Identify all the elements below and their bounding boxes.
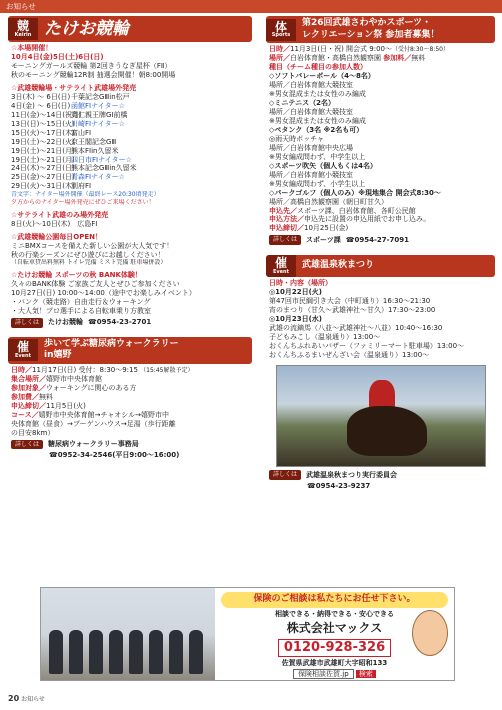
keirin-note-1: 青文字：ナイター場外開催（最終レース20:30頃発走） xyxy=(11,191,160,199)
keirin-bank-heading: ☆たけお競輪 スポーツの秋 BANK体験！ xyxy=(11,271,142,280)
sports-tag-char: 体 xyxy=(274,19,287,34)
sports-date-label: 日時／ xyxy=(269,45,290,54)
onsen-line: 宵のまつり（甘久〜武雄神社〜甘久）17:30〜23:00 xyxy=(269,305,436,314)
keirin-bmx-line-2: 秋の行楽シーズンにぜひ遊びにお越しください！ xyxy=(11,250,165,259)
sports-events-label: 種目（チーム種目の参加人数） xyxy=(269,63,367,72)
staff-figure xyxy=(69,630,83,674)
schedule-venue: 寬仁親王牌GⅠ前橋 xyxy=(71,110,128,119)
keirin-main-line-1: モーニングガールズ競輪 第2回きうなぎ屋杯（FⅡ） xyxy=(11,62,172,70)
sports-event-line: ◇パークゴルフ（個人のみ）※現地集合 開会式8:30〜 xyxy=(269,188,441,197)
sports-deadline-value: 10月25日(金) xyxy=(304,224,349,233)
keirin-details-label: 詳しくは xyxy=(11,318,43,328)
sports-apply-method-label: 申込方法／ xyxy=(269,215,304,224)
onsen-tag xyxy=(266,255,296,277)
ad-web-label[interactable]: 保険相談佐賀.jp xyxy=(293,669,354,679)
staff-figure xyxy=(109,630,123,674)
page-footer xyxy=(8,694,45,704)
onsen-line: 子どもみこし（温泉通り）13:00〜 xyxy=(269,332,381,341)
keirin-tag-en: Keirin xyxy=(14,31,32,38)
schedule-date: 29日(火)〜31日(木) xyxy=(11,182,75,191)
ad-search-button[interactable]: 検索 xyxy=(356,670,376,678)
walk-target-value: ウォーキングに関心のある方 xyxy=(46,383,137,392)
sports-date-value: 11月3日(日・祝) 開会式 9:00〜 xyxy=(290,45,392,54)
sports-fee-value: 無料 xyxy=(411,54,426,63)
onsen-contact xyxy=(269,470,492,480)
keirin-main-dates: 10月4日(金)5日(土)6日(日) xyxy=(11,53,104,62)
schedule-venue: 熊本記念GⅢin久留米 xyxy=(71,164,137,173)
schedule-date: 3日(木) 〜 6日(日) xyxy=(11,92,71,101)
sports-title-line-1: 第26回武雄さわやかスポーツ・ xyxy=(302,18,432,28)
right-column xyxy=(266,16,495,493)
onsen-details-label: 詳しくは xyxy=(269,470,301,480)
keirin-contact xyxy=(11,318,249,328)
keirin-outside-heading: ☆武雄競輪場・サテライト武雄場外発売 xyxy=(11,83,137,92)
keirin-schedule xyxy=(11,93,249,191)
mascot-icon xyxy=(412,610,448,656)
yabusame-photo xyxy=(276,365,486,467)
sports-apply-method xyxy=(269,215,492,224)
walk-course-line-2: 央体育館（昼食）→ブーゲンハウス→足湯（歩行距離 xyxy=(11,419,176,428)
walk-tag xyxy=(8,339,38,361)
staff-figure xyxy=(49,630,63,674)
onsen-line: ◎10月23日(水) xyxy=(269,314,322,323)
sports-event-line: 場所／白岩体育館中央広場 xyxy=(269,143,353,152)
schedule-venue: 熊本FⅠin久留米 xyxy=(71,146,119,155)
walk-meeting-value: 嬉野市中央体育館 xyxy=(46,374,102,383)
section-header-label: お知らせ xyxy=(6,2,36,11)
walk-meeting-place xyxy=(11,375,249,384)
walk-date-note: （15:45解散予定） xyxy=(140,366,194,374)
sports-events-list xyxy=(269,72,492,206)
schedule-date: 19日(土)〜21日(月) xyxy=(11,155,75,164)
sports-date-note: （受付8:30〜8:50） xyxy=(392,46,449,54)
schedule-venue: 四日市FⅠナイター☆ xyxy=(71,155,132,164)
sports-contact xyxy=(269,235,492,245)
schedule-venue: 川崎FⅠナイター☆ xyxy=(71,119,125,128)
walk-title-line-2: in嬉野 xyxy=(44,350,72,361)
schedule-row xyxy=(11,120,249,129)
walk-header xyxy=(8,337,252,364)
staff-photo xyxy=(41,588,215,680)
sports-event-line: ◇ペタンク（3名 ※2名も可） xyxy=(269,125,364,134)
keirin-contact-org: たけお競輪 xyxy=(48,318,84,327)
onsen-title: 武雄温泉秋まつり xyxy=(302,260,375,271)
sports-venue xyxy=(269,54,492,63)
schedule-row xyxy=(11,111,249,120)
sports-apply-place-value: スポーツ課、白岩体育館、各町公民館 xyxy=(297,206,416,215)
sports-title xyxy=(296,16,445,43)
sports-apply-place xyxy=(269,207,492,216)
sports-event-line: ※男女編成問わず、中学生以上 xyxy=(269,152,366,161)
onsen-info-label: 日時・内容（場所） xyxy=(269,278,332,287)
keirin-contact-tel: ☎0954-23-2701 xyxy=(88,318,152,327)
onsen-lines xyxy=(269,288,492,360)
keirin-note-2: 夕方からのナイター場外発売にぜひご来場ください！ xyxy=(11,199,155,207)
sports-header xyxy=(266,16,495,43)
ad-slogan: 相談できる・納得できる・安心できる xyxy=(275,609,394,618)
schedule-date: 25日(金)〜27日(日) xyxy=(11,173,75,182)
schedule-date: 13日(日)〜15日(火) xyxy=(11,119,75,128)
section-header xyxy=(0,0,502,13)
staff-figure xyxy=(89,630,103,674)
keirin-tag xyxy=(8,18,38,40)
page-number: 20 xyxy=(8,694,20,703)
walk-date-label: 日時／ xyxy=(11,365,32,374)
onsen-line: ◎10月22日(火) xyxy=(269,287,322,296)
walk-course-value: 嬉野市中央体育館→チャオシル→嬉野市中 xyxy=(38,410,170,419)
ad-company: 株式会社マックス xyxy=(286,621,383,636)
sports-event-line: 場所／高橋自然観察園（朝日町甘久） xyxy=(269,197,388,206)
keirin-main-heading: ☆本場開催！ xyxy=(11,44,53,53)
keirin-tag-char: 競 xyxy=(16,19,29,34)
keirin-bmx-line-1: ミニBMXコースを備えた新しい公園が大人気です！ xyxy=(11,241,174,250)
schedule-venue: 富山FⅠ xyxy=(71,128,92,137)
onsen-tag-char: 催 xyxy=(274,256,287,271)
staff-figure xyxy=(129,630,143,674)
ad-info xyxy=(215,588,454,680)
schedule-row xyxy=(11,102,249,111)
walk-date-value: 11月17日(日) 受付：8:30〜9:15 xyxy=(32,365,141,374)
sports-event-line: 場所／白岩体育館小競技室 xyxy=(269,170,353,179)
sports-details-label: 詳しくは xyxy=(269,235,301,245)
keirin-bmx-line-3: （自転車貸出料無料 トイレ完備 ミスト完備 駐車場併設） xyxy=(11,259,167,267)
sports-event-line: 場所／白岩体育館大競技室 xyxy=(269,81,353,90)
sports-deadline-label: 申込締切／ xyxy=(269,224,304,233)
sports-deadline xyxy=(269,224,492,233)
schedule-venue: 千葉記念GⅢin松戸 xyxy=(71,92,130,101)
keirin-bmx-heading: ☆武雄競輪公園毎日OPEN！ xyxy=(11,232,102,241)
walk-meeting-label: 集合場所／ xyxy=(11,374,46,383)
schedule-date: 15日(火)〜17日(木) xyxy=(11,128,75,137)
schedule-row xyxy=(11,138,249,147)
keirin-bank-line-3: ・バンク（競走路）自由走行＆ウォーキング xyxy=(11,297,151,306)
walk-deadline-label: 申込締切／ xyxy=(11,401,46,410)
sports-title-line-2: レクリエーション祭 参加者募集！ xyxy=(302,29,440,40)
walk-deadline-value: 11月5日(火) xyxy=(46,401,86,410)
schedule-date: 11日(金)〜14日(祝月) xyxy=(11,110,82,119)
onsen-contact-org: 武雄温泉秋まつり実行委員会 xyxy=(306,470,398,479)
walk-details-label: 詳しくは xyxy=(11,440,43,450)
keirin-main-line-2: 秋のモーニング競輪12R制 抽選会開催！朝8:00開場 xyxy=(11,70,176,79)
schedule-row xyxy=(11,93,249,102)
keirin-header xyxy=(8,16,252,42)
sports-body xyxy=(266,43,495,249)
schedule-date: 19日(土)〜21日(月) xyxy=(11,146,75,155)
keirin-bank-line-4: ・大人気！プロ選手による自転車乗り方教室 xyxy=(11,306,151,315)
onsen-line: 第47回市民綱引き大会（中町通り）16:30〜21:30 xyxy=(269,296,431,305)
keirin-title: たけお競輪 xyxy=(44,19,129,39)
walk-fee xyxy=(11,393,249,402)
schedule-date: 24日(木)〜27日(日) xyxy=(11,164,75,173)
sports-apply-place-label: 申込先／ xyxy=(269,206,297,215)
keirin-satellite-line: 8日(火)〜10日(木) 広島FⅠ xyxy=(11,219,98,228)
onsen-line: 武雄の流鏑馬（八並〜武雄神社〜八並）10:40〜16:30 xyxy=(269,323,443,332)
staff-figure xyxy=(149,630,163,674)
staff-figure xyxy=(189,630,203,674)
walk-tag-en: Event xyxy=(14,352,31,359)
schedule-venue: 函館FⅠナイター☆ xyxy=(71,101,125,110)
schedule-row xyxy=(11,147,249,156)
sports-venue-value: 白岩体育館・高橋自然観察園 xyxy=(290,54,384,63)
onsen-line: おくんちふれあいバザー（ファミリーマート駐車場）13:00〜 xyxy=(269,341,465,350)
walk-target xyxy=(11,384,249,393)
walk-target-label: 参加対象／ xyxy=(11,383,46,392)
horse-shape xyxy=(347,406,427,456)
ad-address: 佐賀県武雄市武雄町大字昭和133 xyxy=(281,659,388,668)
onsen-tag-en: Event xyxy=(272,268,289,275)
onsen-body xyxy=(266,277,495,493)
sports-contact-org: スポーツ課 xyxy=(306,235,341,244)
walk-deadline xyxy=(11,402,249,411)
sports-event-line: ※男女編成問わず、小学生以上 xyxy=(269,179,366,188)
schedule-venue: 青森FⅠナイター☆ xyxy=(71,173,125,182)
sports-date xyxy=(269,45,492,54)
schedule-date: 4日(金) 〜 6日(日) xyxy=(11,101,71,110)
ad-web xyxy=(221,670,448,679)
onsen-header xyxy=(266,255,495,277)
onsen-line: おくんちふるまいぜんざい会（温泉通り）13:00〜 xyxy=(269,350,430,359)
onsen-contact-tel: ☎0954-23-9237 xyxy=(307,482,371,491)
schedule-row xyxy=(11,129,249,138)
schedule-row xyxy=(11,182,249,191)
sports-event-line: ◇ミニテニス（2名） xyxy=(269,99,335,108)
sports-tag-en: Sports xyxy=(271,32,291,39)
keirin-body xyxy=(8,42,252,331)
schedule-date: 19日(土)〜22日(火) xyxy=(11,137,75,146)
sports-event-line: ◇ソフトバレーボール（4〜8名） xyxy=(269,72,375,81)
schedule-venue: 別府FⅠ xyxy=(71,182,92,191)
sports-apply-method-value: 申込先に設置の申込用紙でお申し込み。 xyxy=(304,215,431,224)
sports-contact-tel: ☎0954-27-7091 xyxy=(345,235,409,244)
walk-title xyxy=(38,337,185,364)
walk-tag-char: 催 xyxy=(16,340,29,355)
sports-event-line: ※男女混成または女性のみ編成 xyxy=(269,90,366,99)
ad-phone[interactable]: 0120-928-326 xyxy=(278,639,391,658)
walk-contact-tel: ☎0952-34-2546(平日9:00〜16:00) xyxy=(49,451,180,460)
sports-fee-label: 参加料／ xyxy=(383,54,412,63)
walk-fee-label: 参加費／ xyxy=(11,392,39,401)
walk-course-label: コース／ xyxy=(11,410,39,419)
sports-tag xyxy=(266,19,296,41)
walk-course-line-3: の目安8km） xyxy=(11,428,55,437)
walk-course xyxy=(11,411,249,420)
schedule-venue: 京王閣記念GⅢ xyxy=(71,137,117,146)
sports-event-line: ※男女混成または女性のみ編成 xyxy=(269,117,366,125)
keirin-bank-line-1: 久々のBANK体験 ご家族ご友人とぜひご参加ください xyxy=(11,280,180,289)
walk-contact xyxy=(11,440,249,450)
sports-event-line: ◇スポーツ吹矢（個人もくは4名） xyxy=(269,161,377,170)
keirin-satellite-heading: ☆サテライト武雄のみ場外発売 xyxy=(11,210,109,219)
staff-figure xyxy=(169,630,183,674)
ad-banner: 保険のご相談は私たちにお任せ下さい。 xyxy=(221,592,448,608)
insurance-ad xyxy=(40,587,455,681)
walk-title-line-1: 歩いて学ぶ糖尿病ウォークラリー xyxy=(44,338,179,349)
walk-body xyxy=(8,364,252,462)
footer-label: お知らせ xyxy=(21,696,45,703)
sports-event-line: ◎雨天時ボッチャ xyxy=(269,134,324,143)
walk-fee-value: 無料 xyxy=(39,392,53,401)
left-column xyxy=(8,16,252,462)
walk-date xyxy=(11,366,249,375)
sports-event-line: 場所／白岩体育館大競技室 xyxy=(269,108,353,117)
walk-contact-org: 糖尿病ウォークラリー事務局 xyxy=(48,439,139,448)
sports-venue-label: 場所／ xyxy=(269,54,290,63)
keirin-bank-line-2: 10月27日(日) 10:00〜14:00（途中でお楽しみイベント） xyxy=(11,289,196,298)
